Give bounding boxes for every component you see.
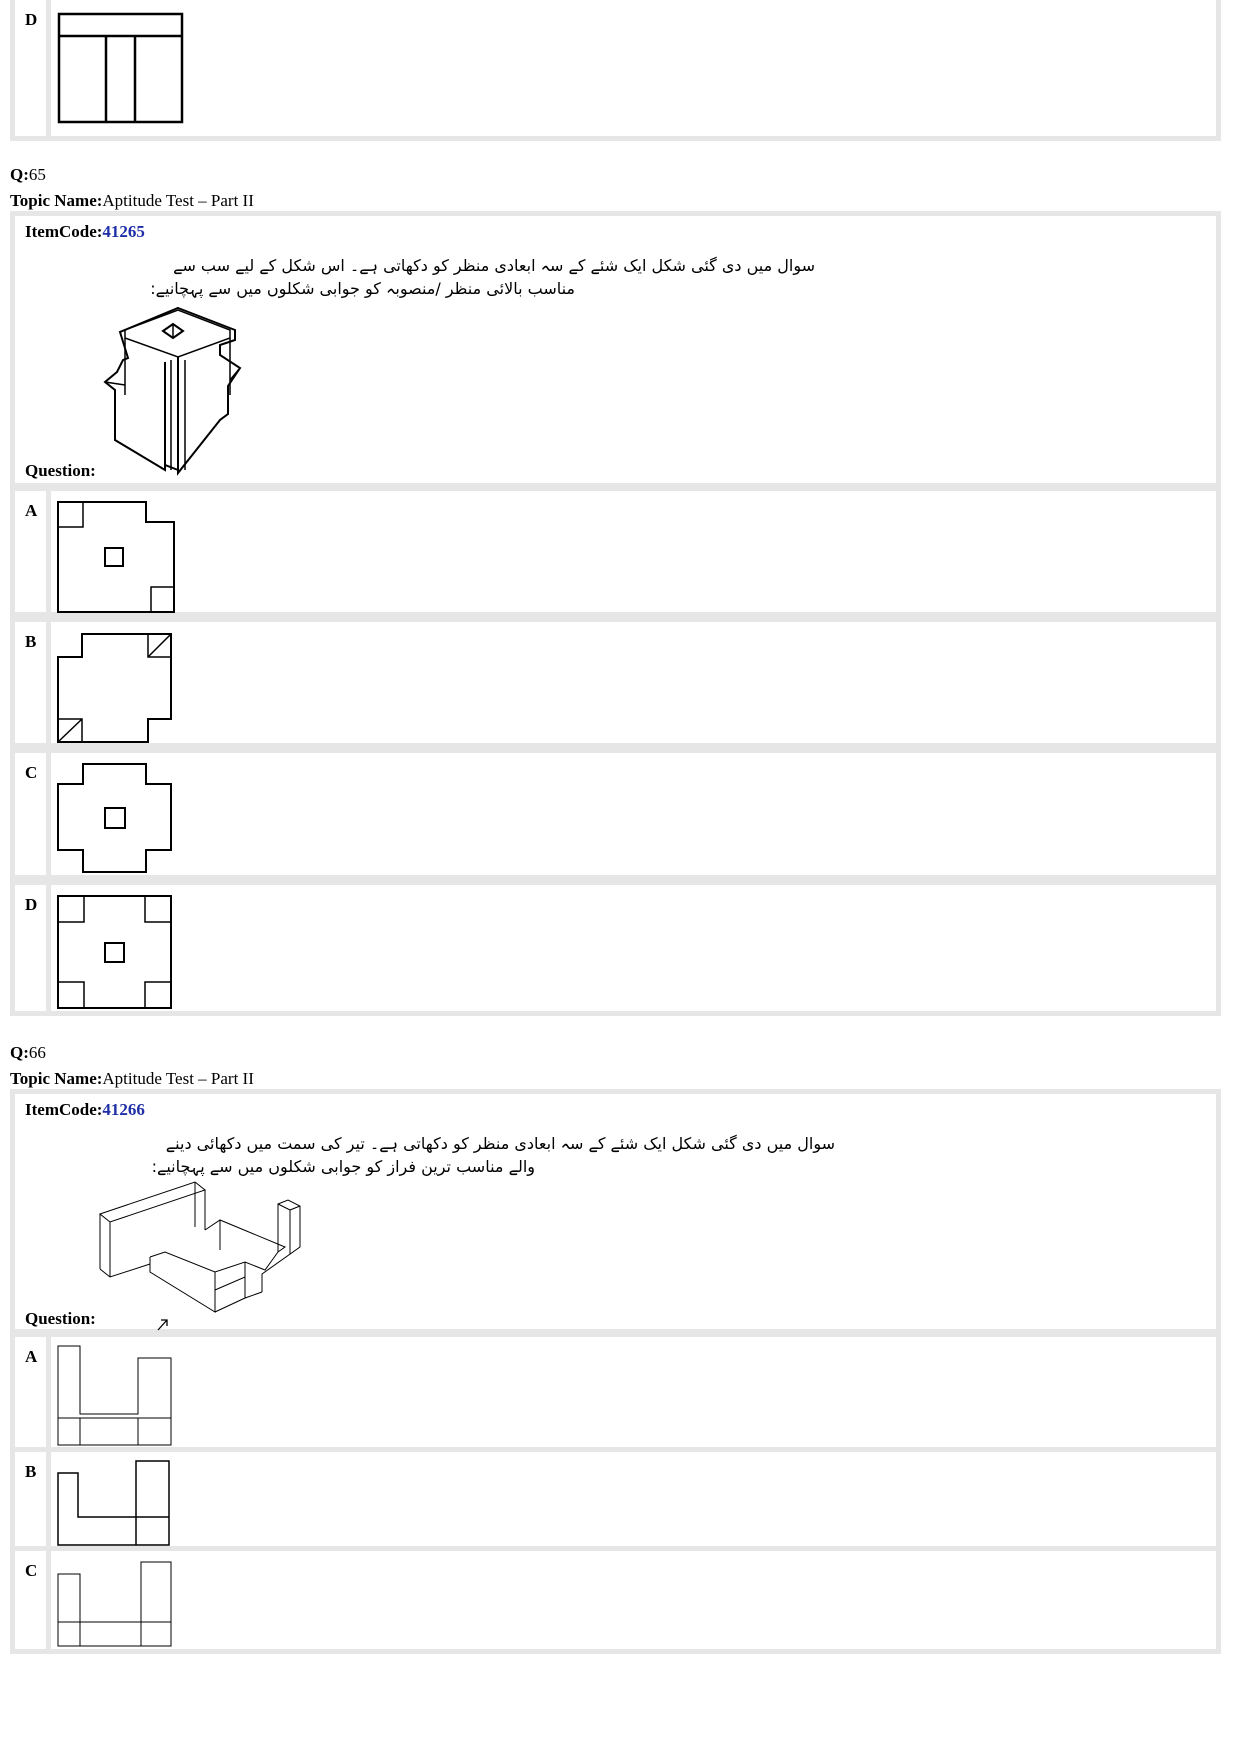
option-label-cell [15, 1452, 51, 1546]
option-figure [58, 1346, 188, 1451]
option-row-a[interactable] [10, 1332, 1221, 1452]
option-label-cell [15, 622, 51, 743]
option-figure [58, 502, 188, 617]
question-figure-3d-block [105, 300, 265, 470]
option-figure [58, 634, 188, 749]
option-label: C [25, 763, 38, 782]
option-figure [58, 896, 188, 1011]
question-text-line1: سوال میں دی گئی شکل ایک شئے کے سہ ابعادی منظر کو دکھاتی ہے۔ اس شکل کے لیے سب سے [173, 256, 815, 275]
option-label-cell [15, 1551, 51, 1649]
question-label: Question: [25, 1309, 96, 1328]
option-label: C [25, 1561, 38, 1580]
option-figure [58, 1562, 188, 1657]
topic-name: Topic Name:Aptitude Test – Part II [10, 191, 254, 210]
option-figure [58, 764, 188, 879]
item-code: ItemCode:41266 [25, 1100, 145, 1119]
option-label-cell [15, 885, 51, 1011]
option-row-b[interactable] [10, 1447, 1221, 1551]
question-text-line2: مناسب بالائی منظر /منصوبہ کو جوابی شکلوں میں سے پہچانیے: [150, 279, 575, 298]
question-box [10, 1089, 1221, 1334]
option-figure [58, 1461, 188, 1551]
option-label: B [25, 632, 37, 651]
question-number: Q:66 [10, 1043, 46, 1062]
item-code: ItemCode:41265 [25, 222, 145, 241]
option-row-c[interactable] [10, 748, 1221, 880]
option-label-cell [15, 1337, 51, 1447]
option-row-a[interactable] [10, 486, 1221, 617]
option-label: D [25, 895, 38, 914]
option-label-cell [15, 753, 51, 875]
option-row-prev-d[interactable] [10, 0, 1221, 141]
option-label: A [25, 1347, 38, 1366]
topic-name: Topic Name:Aptitude Test – Part II [10, 1069, 254, 1088]
option-label-cell [15, 0, 51, 136]
option-label: D [25, 10, 38, 29]
option-label-cell [15, 491, 51, 612]
question-label: Question: [25, 461, 96, 480]
option-row-b[interactable] [10, 617, 1221, 748]
option-label: B [25, 1462, 37, 1481]
question-text-line1: سوال میں دی گئی شکل ایک شئے کے سہ ابعادی منظر کو دکھاتی ہے۔ تیر کی سمت میں دکھائی دینے [165, 1134, 835, 1153]
option-label: A [25, 501, 38, 520]
question-number: Q:65 [10, 165, 46, 184]
question-text-line2: والے مناسب ترین فراز کو جوابی شکلوں میں سے پہچانیے: [151, 1157, 535, 1176]
option-row-d[interactable] [10, 880, 1221, 1016]
option-figure [59, 14, 199, 134]
question-figure-3d-object [100, 1182, 360, 1332]
question-box [10, 211, 1221, 488]
option-row-c[interactable] [10, 1546, 1221, 1654]
